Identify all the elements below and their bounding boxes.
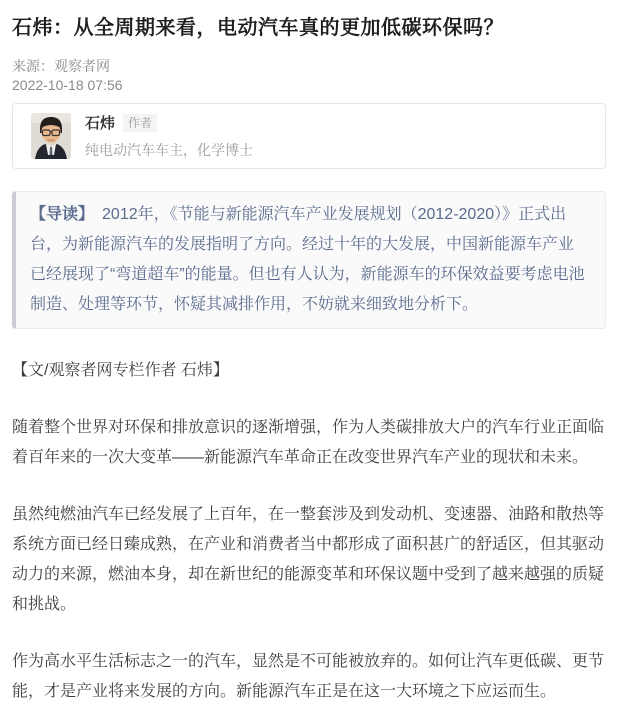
source-link[interactable]: 来源：观察者网: [12, 58, 110, 74]
intro-label: 【导读】: [30, 206, 95, 223]
author-name[interactable]: 石炜: [85, 115, 116, 132]
article-paragraph: 虽然纯燃油汽车已经发展了上百年，在一整套涉及到发动机、变速器、油路和散热等系统方面已经日臻成熟，在产业和消费者当中都形成了面积甚广的舒适区，但其驱动动力的来源，燃油本身，却在新世纪的能源变革和环保议题中受到了越来越强的质疑和挑战。: [12, 506, 605, 613]
publish-datetime: 2022-10-18 07:56: [12, 77, 123, 93]
intro-text: 2012年，《节能与新能源汽车产业发展规划（2012-2020）》正式出台，为新能源汽车的发展指明了方向。经过十年的大发展，中国新能源车产业已经展现了“弯道超车”的能量。但也有人认为，新能源车的环保效益要考虑电池制造、处理等环节，怀疑其减排作用，不妨就来细致地分析下。: [30, 206, 585, 313]
article-paragraph: 随着整个世界对环保和排放意识的逐渐增强，作为人类碳排放大户的汽车行业正面临着百年来的一次大变革——新能源汽车革命正在改变世界汽车产业的现状和未来。: [12, 419, 605, 466]
intro-summary-box: [12, 191, 606, 329]
author-card[interactable]: [12, 103, 606, 169]
author-bio: 纯电动汽车车主，化学博士: [85, 142, 253, 158]
article-byline: 【文/观察者网专栏作者 石炜】: [12, 362, 229, 379]
author-name-row: [85, 112, 587, 133]
article-meta: [12, 57, 606, 95]
article-paragraph: 作为高水平生活标志之一的汽车，显然是不可能被放弃的。如何让汽车更低碳、更节能，才是产业将来发展的方向。新能源汽车正是在这一大环境之下应运而生。: [12, 653, 605, 700]
article-body: [12, 356, 606, 707]
author-avatar[interactable]: [31, 113, 71, 159]
author-info: [85, 112, 587, 160]
page-title: 石炜：从全周期来看，电动汽车真的更加低碳环保吗？: [12, 17, 504, 39]
author-role-badge: 作者: [123, 114, 157, 132]
